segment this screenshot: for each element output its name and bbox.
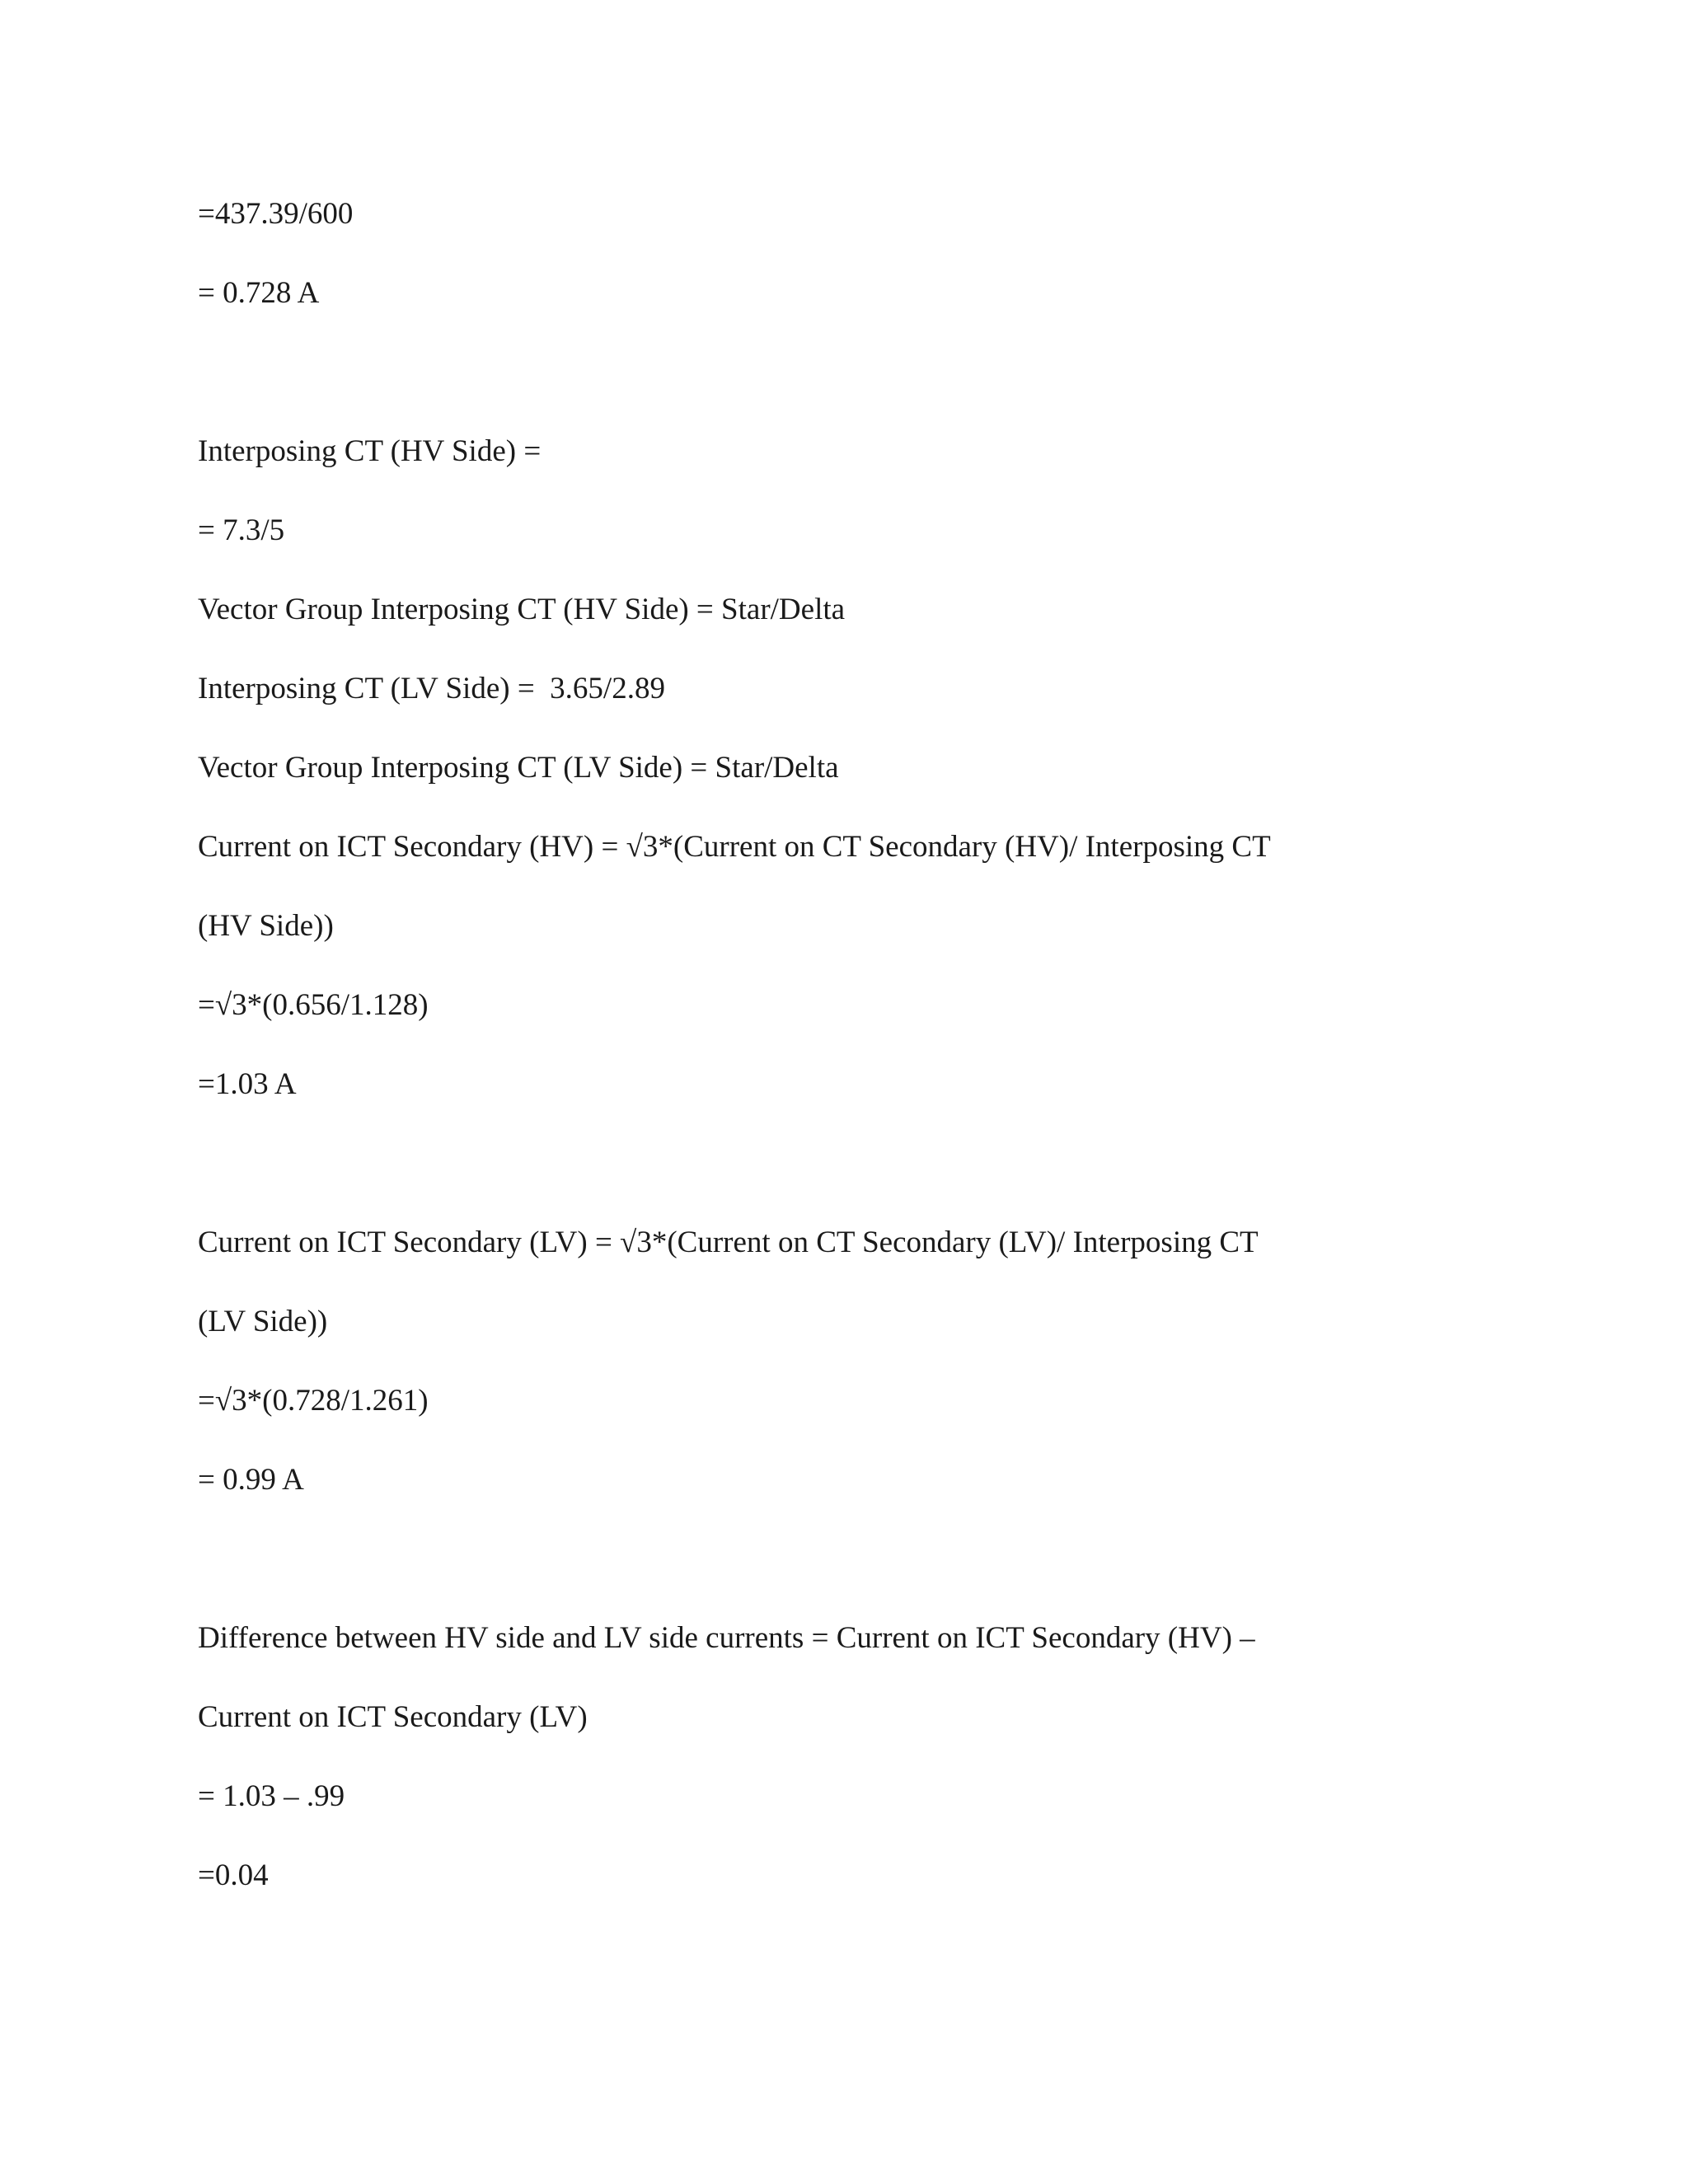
calc-line: =437.39/600 <box>198 197 354 231</box>
calc-line: (LV Side)) <box>198 1305 328 1338</box>
calc-line: =√3*(0.728/1.261) <box>198 1384 429 1418</box>
calc-line: = 0.99 A <box>198 1463 304 1497</box>
calc-line: Current on ICT Secondary (HV) = √3*(Current on CT Secondary (HV)/ Interposing CT <box>198 830 1271 864</box>
calc-line: Vector Group Interposing CT (LV Side) = Star/Delta <box>198 751 839 785</box>
calc-line: = 0.728 A <box>198 276 320 310</box>
calc-line: Difference between HV side and LV side currents = Current on ICT Secondary (HV) – <box>198 1621 1255 1655</box>
calc-line: Interposing CT (LV Side) = 3.65/2.89 <box>198 672 665 705</box>
calc-line: =1.03 A <box>198 1067 297 1101</box>
calc-line: =√3*(0.656/1.128) <box>198 988 429 1022</box>
calc-line: Current on ICT Secondary (LV) <box>198 1700 588 1734</box>
calc-line: =0.04 <box>198 1858 269 1892</box>
calc-line: Vector Group Interposing CT (HV Side) = Star/Delta <box>198 593 846 626</box>
calc-line: (HV Side)) <box>198 909 334 943</box>
calc-line: = 1.03 – .99 <box>198 1779 345 1813</box>
calc-line: Interposing CT (HV Side) = <box>198 434 542 468</box>
calc-line: Current on ICT Secondary (LV) = √3*(Current on CT Secondary (LV)/ Interposing CT <box>198 1226 1259 1259</box>
calc-line: = 7.3/5 <box>198 513 285 547</box>
